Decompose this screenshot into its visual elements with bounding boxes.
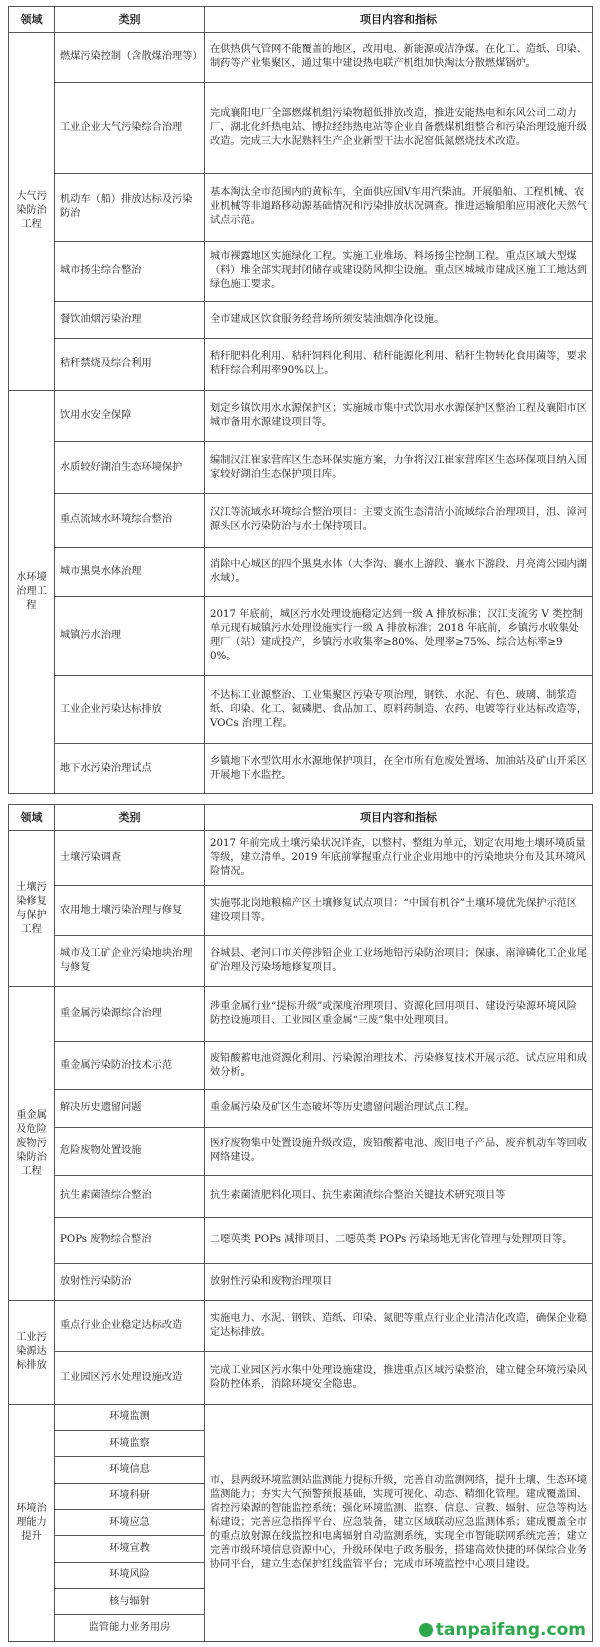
content-cell: 2017 年底前，城区污水处理设施稳定达到一级 A 排放标准；汉江支流劣 V 类控制单元现有城镇污水处理设施实行一级 A 排放标准；2018 年底前，乡镇污水收集处理厂（站）建成投产，乡镇污水收集率≥80%、处理率≥75%、综合达标率≥90%。 [205,597,593,676]
domain-cell: 重金属及危险废物污染防治工程 [9,987,55,1301]
content-cell: 在供热供气管网不能覆盖的地区，改用电、新能源或洁净煤。在化工、造纸、印染、制药等产业集聚区，通过集中建设热电联产机组加快淘汰分散燃煤锅炉。 [205,33,593,83]
watermark [415,1619,590,1641]
content-cell: 市、县两级环境监测站监测能力提标升级，完善自动监测网络，提升土壤、生态环境监测能力；夯实大气预警预报基础，实现可视化、动态、精细化管理。建成覆盖国、省控污染源的智能监控系统；强化环境监测、监察、信息、宣教、辐射、应急等构达标建设；完善应急指挥平台、应急装备，建立区域联动应急监测体系；建成覆盖全市的重点放射源在线监控和电离辐射自动监测系统，实现全市智能联网系统完善；建立完善市级环境信息资源中心，升级环保电子政务服务，搭建高效快捷的环保综合业务协同平台，建立生态保护红线监管平台；完成市环境监控中心项目建设。 [205,1404,593,1641]
category-cell: 秸秆禁烧及综合利用 [55,339,205,391]
project-table-part-1 [8,6,593,794]
content-cell: 重金属污染及矿区生态破坏等历史遗留问题治理试点工程。 [205,1090,593,1127]
category-cell: 餐饮油烟污染治理 [55,301,205,338]
content-cell: 完成襄阳电厂全部燃煤机组污染物超低排放改造，推进安能热电和东风公司二动力厂、湖北化纤热电站、博拉经纬热电站等企业自备燃煤机组整合和污染治理设施升级改造。完成三大水泥熟料生产企业新型干法水泥窑低氮燃烧技术改造。 [205,82,593,173]
content-cell: 汉江等流域水环境综合整治项目：主要支流生态清洁小流域综合治理项目，沮、漳河源头区水污染防治与水土保持项目。 [205,494,593,548]
category-cell: 环境科研 [55,1483,205,1509]
category-cell: 放射性污染防治 [55,1263,205,1300]
watermark-text: tanpaifang.com [435,1620,586,1640]
category-cell: 燃煤污染控制（含散煤治理等） [55,33,205,83]
content-cell: 2017 年前完成土壤污染状况详查，以整村、整组为单元，划定农用地土壤环境质量等级，建立清单。2019 年底前掌握重点行业企业用地中的污染地块分布及其环境风险情况。 [205,831,593,886]
content-cell: 完成工业园区污水集中处理设施建设，推进重点区域污染整治，建立健全环境污染风险防控体系，消除环境安全隐患。 [205,1351,593,1404]
project-table-part-2 [8,804,593,1642]
category-cell: 工业园区污水处理设施改造 [55,1351,205,1404]
content-cell: 抗生素菌渣肥料化项目、抗生素菌渣综合整治关键技术研究项目等 [205,1176,593,1218]
category-cell: 农用地土壤污染治理与修复 [55,885,205,936]
category-cell: 环境应急 [55,1509,205,1535]
category-cell: 城市扬尘综合整治 [55,241,205,301]
content-cell: 城市裸露地区实施绿化工程。实施工业堆场、料场扬尘控制工程。重点区域大型煤（料）堆全部实现封闭储存或建设防风抑尘设施。重点区城城市建成区施工工地达到绿色施工要求。 [205,241,593,301]
category-cell: 危险废物处置设施 [55,1127,205,1175]
header-content: 项目内容和指标 [205,7,593,33]
content-cell: 废铅酸蓄电池资源化利用、污染源治理技术、污染修复技术开展示范、试点应用和成效分析。 [205,1041,593,1089]
category-cell: 机动车（船）排放达标及污染防治 [55,173,205,241]
category-cell: 重点流域水环境综合整治 [55,494,205,548]
content-cell: 医疗废物集中处置设施升级改造，废铅酸蓄电池、废旧电子产品、废弃机动车等回收网络建设。 [205,1127,593,1175]
content-cell: 全市建成区饮食服务经营场所须安装油烟净化设施。 [205,301,593,338]
header-category: 类别 [55,7,205,33]
category-cell: 土壤污染调查 [55,831,205,886]
category-cell: 工业企业污染达标排放 [55,676,205,744]
domain-cell: 环境治理能力提升 [9,1404,55,1641]
content-cell: 谷城县、老河口市关停涉铅企业工业场地铅污染防治项目；保康、南漳磷化工企业尾矿治理及污染场地修复项目。 [205,936,593,987]
header-content: 项目内容和指标 [205,805,593,831]
domain-cell: 工业污染源达标排放 [9,1301,55,1404]
category-cell: 核与辐射 [55,1589,205,1615]
content-cell: 不达标工业源整治、工业集聚区污染专项治理，钢铁、水泥、有色、玻璃、制浆造纸、印染、化工、氮磷肥、食品加工、原料药制造、农药、电镀等行业达标改造等，VOCs 治理工程。 [205,676,593,744]
header-domain: 领域 [9,7,55,33]
category-cell: 地下水污染治理试点 [55,744,205,794]
category-cell: 城市黑臭水体治理 [55,547,205,597]
content-cell: 实施电力、水泥、钢铁、造纸、印染、氮肥等重点行业企业清洁化改造，确保企业稳定达标排放。 [205,1301,593,1352]
category-cell: 解决历史遗留问题 [55,1090,205,1127]
content-cell: 编制汉江崔家营库区生态环保实施方案，力争将汉江崔家营库区生态环保项目纳入国家较好湖泊生态保护项目库。 [205,442,593,494]
category-cell: 水质较好湖泊生态环境保护 [55,442,205,494]
category-cell: 重金属污染防治技术示范 [55,1041,205,1089]
category-cell: 工业企业大气污染综合治理 [55,82,205,173]
content-cell: 二噁英类 POPs 减排项目、二噁英类 POPs 污染场地无害化管理与处理项目等。 [205,1217,593,1263]
domain-cell: 水环境治理工程 [9,390,55,793]
content-cell: 放射性污染和废物治理项目 [205,1263,593,1300]
category-cell: 饮用水安全保障 [55,390,205,442]
category-cell: 城镇污水治理 [55,597,205,676]
domain-cell: 大气污染防治工程 [9,33,55,391]
category-cell: 重金属污染源综合治理 [55,987,205,1042]
header-category: 类别 [55,805,205,831]
category-cell: 环境监察 [55,1430,205,1456]
category-cell: 环境信息 [55,1457,205,1483]
content-cell: 涉重金属行业“提标升级”或深度治理项目、资源化回用项目、建设污染源环境风险防控设施项目、工业园区重金属“三废”集中处理项目。 [205,987,593,1042]
content-cell: 实施鄂北岗地粮棉产区土壤修复试点项目：“中国有机谷”土壤环境优先保护示范区建设项目等。 [205,885,593,936]
category-cell: 环境宣教 [55,1536,205,1562]
content-cell: 秸秆肥料化利用、秸秆饲料化利用、秸秆能源化利用、秸秆生物转化食用菌等，要求秸秆综合利用率90%以上。 [205,339,593,391]
category-cell: 重点行业企业稳定达标改造 [55,1301,205,1352]
category-cell: 环境监测 [55,1404,205,1430]
content-cell: 乡镇地下水型饮用水水源地保护项目，在全市所有危废处置场、加油站及矿山开采区开展地下水监控。 [205,744,593,794]
category-cell: 城市及工矿企业污染地块治理与修复 [55,936,205,987]
category-cell: 环境风险 [55,1562,205,1588]
leaf-logo-icon [419,1623,433,1637]
content-cell: 划定乡镇饮用水水源保护区；实施城市集中式饮用水水源保护区整治工程及襄阳市区城市备用水源建设项目等。 [205,390,593,442]
domain-cell: 土壤污染修复与保护工程 [9,831,55,987]
content-cell: 消除中心城区的四个黑臭水体（大李沟、襄水上游段、襄水下游段、月亮湾公园内湖水域）。 [205,547,593,597]
category-cell: 监管能力业务用房 [55,1615,205,1642]
header-domain: 领域 [9,805,55,831]
content-cell: 基本淘汰全市范围内的黄标车，全面供应国Ⅴ车用汽柴油。开展船舶、工程机械、农业机械等非道路移动源基础情况和污染排放状况调查。推进运输船舶应用液化天然气试点示范。 [205,173,593,241]
category-cell: 抗生素菌渣综合整治 [55,1176,205,1218]
category-cell: POPs 废物综合整治 [55,1217,205,1263]
